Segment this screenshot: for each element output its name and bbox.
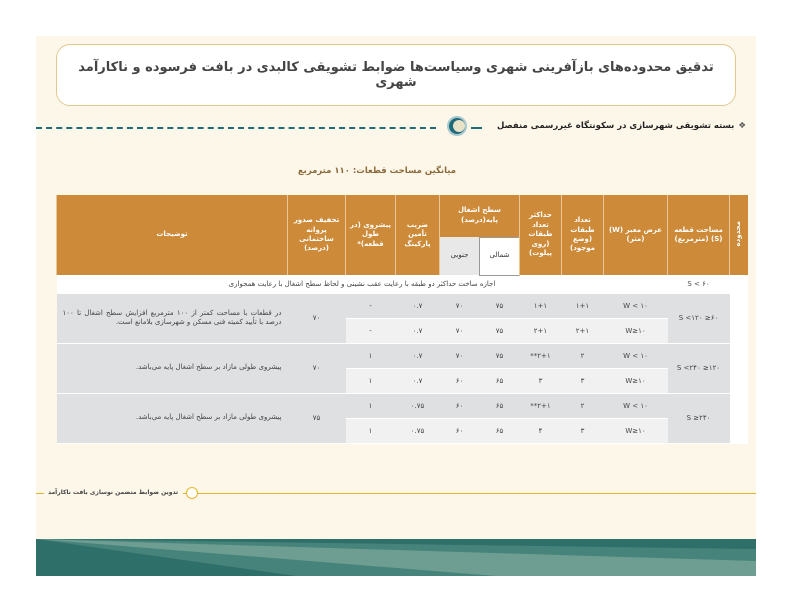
road-width-cell: W < ۱۰ xyxy=(604,293,668,318)
header-parking-factor: ضریب تأمین پارکینگ xyxy=(396,195,440,275)
table-row xyxy=(57,343,748,368)
parking-cell: ۰.۷ xyxy=(396,343,440,368)
section-heading-text: بسته تشویقی شهرسازی در سکونتگاه غیررسمی منفصل xyxy=(496,121,735,131)
table-row xyxy=(57,393,748,418)
discount-cell: ۷۵ xyxy=(288,393,346,443)
road-width-cell: W≥۱۰ xyxy=(604,368,668,393)
footer-text: تدوین ضوابط متضمن نوسازی بافت ناکارآمد xyxy=(48,489,179,496)
header-base-coverage: سطح اشغال پایه(درصد) xyxy=(440,195,520,237)
north-cell: ۶۵ xyxy=(480,393,520,418)
header-setback: پیشروی (در طول قطعه)* xyxy=(346,195,396,275)
north-cell: ۷۵ xyxy=(480,343,520,368)
header-south: جنوبی xyxy=(440,237,480,275)
header-north: شمالی xyxy=(480,237,520,275)
incentive-table xyxy=(56,195,748,444)
header-plot-area: مساحت قطعه (S) (مترمربع) xyxy=(668,195,730,275)
max-floors-cell: ۴ xyxy=(520,418,562,443)
south-cell: ۶۰ xyxy=(440,368,480,393)
road-width-cell: W≥۱۰ xyxy=(604,318,668,343)
road-width-cell: W < ۱۰ xyxy=(604,393,668,418)
floors-cell: ۲ xyxy=(562,393,604,418)
note-area: S < ۶۰ xyxy=(668,275,730,293)
setback-cell: - xyxy=(346,318,396,343)
south-cell: ۷۰ xyxy=(440,318,480,343)
setback-cell: ۱ xyxy=(346,393,396,418)
setback-cell: ۱ xyxy=(346,343,396,368)
parking-cell: ۰.۷ xyxy=(396,293,440,318)
floors-cell: ۳ xyxy=(562,418,604,443)
description-cell: پیشروی طولی مازاد بر سطح اشغال پایه می‌باشد. xyxy=(57,343,288,393)
section-heading xyxy=(476,121,746,131)
max-floors-cell: ۲+۱** xyxy=(520,343,562,368)
parking-cell: ۰.۷۵ xyxy=(396,418,440,443)
setback-cell: ۱ xyxy=(346,418,396,443)
plot-area-cell: S ≥۲۴۰ xyxy=(668,393,730,443)
parking-cell: ۰.۷ xyxy=(396,318,440,343)
average-area-label: میانگین مساحت قطعات: ۱۱۰ مترمربع xyxy=(297,166,456,176)
south-cell: ۷۰ xyxy=(440,293,480,318)
max-floors-cell: ۲+۱** xyxy=(520,393,562,418)
note-row: اجازه ساخت حداکثر دو طبقه با رعایت عقب نشینی و لحاظ سطح اشغال با رعایت همجواری xyxy=(57,275,668,293)
footer-circle-icon xyxy=(186,487,198,499)
floors-cell: ۱+۱ xyxy=(562,293,604,318)
page-title-text: تدقیق محدوده‌های بازآفرینی شهری وسیاست‌ها ضوابط تشویقی کالبدی در بافت فرسوده و ناکارآمد شهری xyxy=(78,60,714,90)
circle-marker-icon xyxy=(447,116,467,136)
north-cell: ۶۵ xyxy=(480,418,520,443)
header-floors-existing: تعداد طبقات (وضع موجود) xyxy=(562,195,604,275)
region-cell: ناصر آباد xyxy=(730,275,748,443)
parking-cell: ۰.۷۵ xyxy=(396,393,440,418)
footer-divider xyxy=(183,493,756,494)
floors-cell: ۲+۱ xyxy=(562,318,604,343)
plot-area-cell: ۱۲۰≤ S <۲۴۰ xyxy=(668,343,730,393)
north-cell: ۷۵ xyxy=(480,318,520,343)
header-road-width: عرض معبر (W) (متر) xyxy=(604,195,668,275)
max-floors-cell: ۲+۱ xyxy=(520,318,562,343)
floors-cell: ۲ xyxy=(562,343,604,368)
footer-divider-left xyxy=(36,493,44,494)
road-width-cell: W < ۱۰ xyxy=(604,343,668,368)
north-cell: ۷۵ xyxy=(480,293,520,318)
table-row xyxy=(57,293,748,318)
discount-cell: ۷۰ xyxy=(288,343,346,393)
floors-cell: ۳ xyxy=(562,368,604,393)
setback-cell: ۱ xyxy=(346,368,396,393)
slide xyxy=(36,36,756,576)
description-cell: پیشروی طولی مازاد بر سطح اشغال پایه می‌باشد. xyxy=(57,393,288,443)
diamond-bullet-icon: ❖ xyxy=(738,121,746,131)
road-width-cell: W≥۱۰ xyxy=(604,418,668,443)
description-cell: در قطعات با مساحت کمتر از ۱۰۰ مترمربع افزایش سطح اشغال تا ۱۰۰ درصد با تأیید کمیته فنی مسکن و شهرسازی بلامانع است. xyxy=(57,293,288,343)
discount-cell: ۷۰ xyxy=(288,293,346,343)
north-cell: ۶۵ xyxy=(480,368,520,393)
setback-cell: - xyxy=(346,293,396,318)
decorative-band xyxy=(36,539,756,576)
header-description: توضیحات xyxy=(57,195,288,275)
dashed-divider-left xyxy=(36,127,436,129)
page-title xyxy=(56,44,736,106)
header-max-floors: حداکثر تعداد طبقات (روی پیلوت) xyxy=(520,195,562,275)
south-cell: ۶۰ xyxy=(440,418,480,443)
plot-area-cell: ۶۰≤ S <۱۲۰ xyxy=(668,293,730,343)
south-cell: ۶۰ xyxy=(440,393,480,418)
header-region: محدوده xyxy=(730,195,748,275)
south-cell: ۷۰ xyxy=(440,343,480,368)
parking-cell: ۰.۷ xyxy=(396,368,440,393)
max-floors-cell: ۳ xyxy=(520,368,562,393)
max-floors-cell: ۱+۱ xyxy=(520,293,562,318)
header-permit-discount: تخفیف صدور پروانه ساختمانی (درصد) xyxy=(288,195,346,275)
